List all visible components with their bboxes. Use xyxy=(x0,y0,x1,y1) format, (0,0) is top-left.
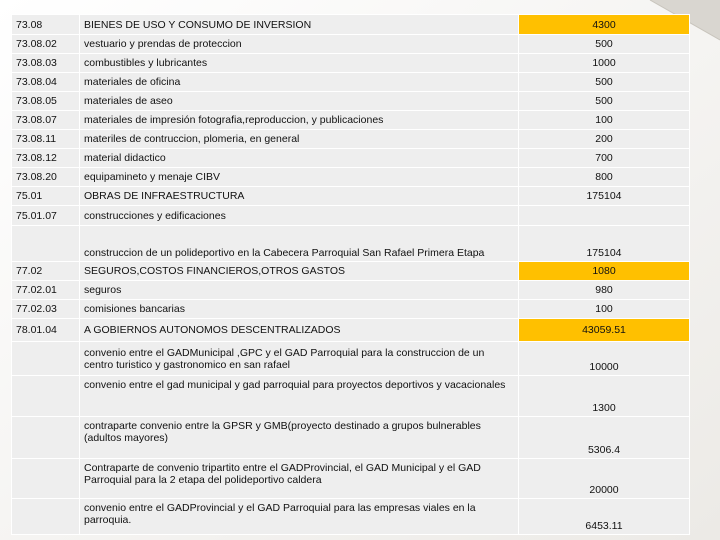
amount-cell: 175104 xyxy=(519,226,690,262)
amount-cell: 500 xyxy=(519,35,690,54)
account-description: Contraparte de convenio tripartito entre el GADProvincial, el GAD Municipal y el GAD Parroquial para la 2 etapa del polideportivo caldera xyxy=(80,459,519,499)
account-description: equipamineto y menaje CIBV xyxy=(80,168,519,187)
table-row xyxy=(12,281,690,300)
amount-cell: 800 xyxy=(519,168,690,187)
account-code: 78.01.04 xyxy=(12,319,80,342)
account-description: OBRAS DE INFRAESTRUCTURA xyxy=(80,187,519,206)
account-code: 73.08.03 xyxy=(12,54,80,73)
table-row xyxy=(12,262,690,281)
account-code xyxy=(12,376,80,417)
table-row xyxy=(12,342,690,376)
account-code: 75.01 xyxy=(12,187,80,206)
account-code: 73.08.04 xyxy=(12,73,80,92)
table-row xyxy=(12,226,690,262)
account-code: 73.08.12 xyxy=(12,149,80,168)
amount-cell xyxy=(519,206,690,226)
account-code xyxy=(12,342,80,376)
amount-cell: 175104 xyxy=(519,187,690,206)
account-code: 73.08.02 xyxy=(12,35,80,54)
account-code: 77.02.01 xyxy=(12,281,80,300)
account-code: 75.01.07 xyxy=(12,206,80,226)
table-row xyxy=(12,499,690,535)
account-description: material didactico xyxy=(80,149,519,168)
account-code: 73.08.11 xyxy=(12,130,80,149)
account-code xyxy=(12,417,80,459)
account-code: 73.08.07 xyxy=(12,111,80,130)
table-row xyxy=(12,206,690,226)
account-description: SEGUROS,COSTOS FINANCIEROS,OTROS GASTOS xyxy=(80,262,519,281)
account-description: seguros xyxy=(80,281,519,300)
account-code xyxy=(12,499,80,535)
account-description: construcciones y edificaciones xyxy=(80,206,519,226)
amount-cell: 5306.4 xyxy=(519,417,690,459)
table-row xyxy=(12,54,690,73)
table-row xyxy=(12,92,690,111)
account-description: materiales de impresión fotografia,reproduccion, y publicaciones xyxy=(80,111,519,130)
account-description: convenio entre el GADMunicipal ,GPC y el GAD Parroquial para la construccion de un centro turistico y gastronomico en san rafael xyxy=(80,342,519,376)
amount-cell: 43059.51 xyxy=(519,319,690,342)
account-description: convenio entre el gad municipal y gad parroquial para proyectos deportivos y vacacionales xyxy=(80,376,519,417)
table-row xyxy=(12,35,690,54)
account-code xyxy=(12,226,80,262)
amount-cell: 10000 xyxy=(519,342,690,376)
table-row xyxy=(12,149,690,168)
amount-cell: 100 xyxy=(519,300,690,319)
table-row xyxy=(12,168,690,187)
amount-cell: 100 xyxy=(519,111,690,130)
account-description: comisiones bancarias xyxy=(80,300,519,319)
amount-cell: 200 xyxy=(519,130,690,149)
account-description: BIENES DE USO Y CONSUMO DE INVERSION xyxy=(80,15,519,35)
amount-cell: 500 xyxy=(519,92,690,111)
account-description: construccion de un polideportivo en la Cabecera Parroquial San Rafael Primera Etapa xyxy=(80,226,519,262)
account-description: convenio entre el GADProvincial y el GAD Parroquial para las empresas viales en la parroquia. xyxy=(80,499,519,535)
account-description: materiales de oficina xyxy=(80,73,519,92)
account-code: 77.02.03 xyxy=(12,300,80,319)
account-code: 73.08 xyxy=(12,15,80,35)
account-description: vestuario y prendas de proteccion xyxy=(80,35,519,54)
amount-cell: 1000 xyxy=(519,54,690,73)
amount-cell: 700 xyxy=(519,149,690,168)
amount-cell: 980 xyxy=(519,281,690,300)
account-description: materiles de contruccion, plomeria, en general xyxy=(80,130,519,149)
table-row xyxy=(12,111,690,130)
account-code: 77.02 xyxy=(12,262,80,281)
table-row xyxy=(12,459,690,499)
account-description: contraparte convenio entre la GPSR y GMB(proyecto destinado a grupos bulnerables (adultos mayores) xyxy=(80,417,519,459)
table-row xyxy=(12,15,690,35)
account-code: 73.08.05 xyxy=(12,92,80,111)
amount-cell: 6453.11 xyxy=(519,499,690,535)
account-description: A GOBIERNOS AUTONOMOS DESCENTRALIZADOS xyxy=(80,319,519,342)
table-row xyxy=(12,187,690,206)
account-description: materiales de aseo xyxy=(80,92,519,111)
amount-cell: 1080 xyxy=(519,262,690,281)
table-row xyxy=(12,300,690,319)
amount-cell: 1300 xyxy=(519,376,690,417)
amount-cell: 4300 xyxy=(519,15,690,35)
table-row xyxy=(12,319,690,342)
table-row xyxy=(12,417,690,459)
amount-cell: 20000 xyxy=(519,459,690,499)
table-row xyxy=(12,73,690,92)
table-row xyxy=(12,376,690,417)
budget-table xyxy=(11,14,690,535)
account-code: 73.08.20 xyxy=(12,168,80,187)
table-row xyxy=(12,130,690,149)
amount-cell: 500 xyxy=(519,73,690,92)
account-description: combustibles y lubricantes xyxy=(80,54,519,73)
account-code xyxy=(12,459,80,499)
